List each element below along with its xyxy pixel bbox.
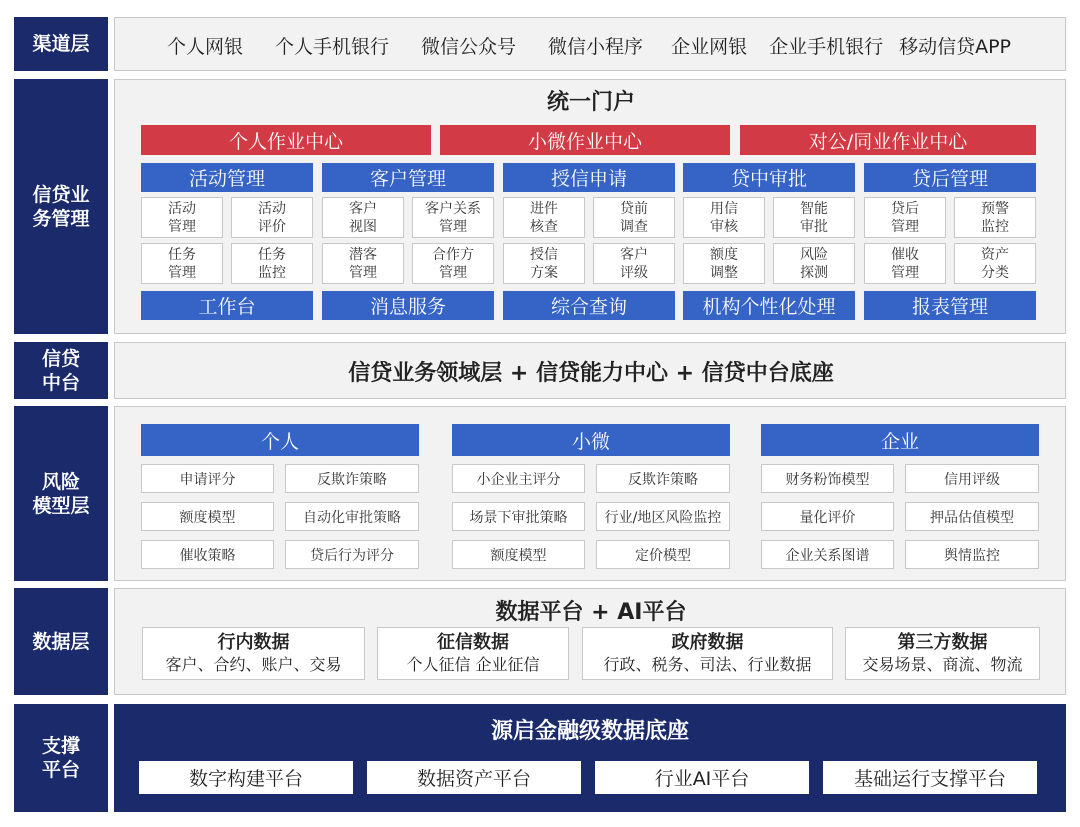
model-cell: 催收策略: [141, 540, 274, 569]
function-cell: 客户 视图: [322, 197, 404, 238]
function-cell: 活动 管理: [141, 197, 223, 238]
data-source-internal: [142, 627, 365, 680]
function-cell: 客户关系 管理: [412, 197, 494, 238]
middle-title: 信贷业务领域层 + 信贷能力中心 + 信贷中台底座: [348, 361, 834, 386]
data-source-sub: 交易场景、商流、物流: [862, 655, 1023, 674]
middle-panel: [114, 342, 1066, 399]
function-cell: 额度 调整: [683, 243, 765, 284]
support-item: 数据资产平台: [367, 761, 581, 794]
model-cell: 行业/地区风险监控: [596, 502, 730, 531]
data-source-title: 征信数据: [437, 632, 509, 653]
business-title: 统一门户: [546, 89, 635, 115]
center-smb: 小微作业中心: [440, 125, 730, 155]
service-workbench: 工作台: [141, 291, 313, 320]
function-cell: 授信 方案: [503, 243, 585, 284]
model-cell: 贷后行为评分: [285, 540, 419, 569]
function-cell: 资产 分类: [954, 243, 1036, 284]
model-cell: 小企业主评分: [452, 464, 585, 493]
model-cell: 定价模型: [596, 540, 730, 569]
function-cell: 客户 评级: [593, 243, 675, 284]
data-source-sub: 个人征信 企业征信: [406, 655, 540, 674]
data-source-sub: 行政、税务、司法、行业数据: [603, 655, 812, 674]
channel-item: 个人手机银行: [275, 35, 390, 58]
service-messaging: 消息服务: [322, 291, 494, 320]
function-cell: 用信 审核: [683, 197, 765, 238]
data-source-credit: [377, 627, 569, 680]
function-cell: 活动 评价: [231, 197, 313, 238]
model-cell: 自动化审批策略: [285, 502, 419, 531]
group-title: 授信申请: [503, 163, 675, 192]
data-source-sub: 客户、合约、账户、交易: [165, 655, 342, 674]
channel-item: 个人网银: [167, 35, 244, 58]
channel-item: 微信公众号: [421, 35, 517, 58]
layer-label-middle: 信贷 中台: [14, 342, 108, 399]
function-cell: 潜客 管理: [322, 243, 404, 284]
center-corporate: 对公/同业作业中心: [740, 125, 1036, 155]
model-cell: 额度模型: [452, 540, 585, 569]
data-source-title: 第三方数据: [897, 632, 988, 653]
risk-group-title: 企业: [761, 424, 1039, 456]
channel-list: [115, 18, 1067, 72]
risk-group-title: 小微: [452, 424, 730, 456]
group-title: 客户管理: [322, 163, 494, 192]
group-title: 贷中审批: [683, 163, 855, 192]
support-item: 数字构建平台: [139, 761, 353, 794]
model-cell: 反欺诈策略: [285, 464, 419, 493]
risk-group-title: 个人: [141, 424, 419, 456]
service-query: 综合查询: [503, 291, 675, 320]
function-cell: 贷前 调查: [593, 197, 675, 238]
channel-item: 企业手机银行: [769, 35, 884, 58]
function-cell: 预警 监控: [954, 197, 1036, 238]
data-source-title: 政府数据: [671, 632, 744, 653]
function-cell: 贷后 管理: [864, 197, 946, 238]
channel-panel: [114, 17, 1066, 71]
support-item: 基础运行支撑平台: [823, 761, 1037, 794]
layer-label-data: 数据层: [14, 588, 108, 695]
channel-item: 企业网银: [671, 35, 748, 58]
model-cell: 额度模型: [141, 502, 274, 531]
business-panel: [114, 79, 1066, 334]
data-panel: [114, 588, 1066, 695]
layer-label-support: 支撑 平台: [14, 704, 108, 812]
model-cell: 量化评价: [761, 502, 894, 531]
data-source-thirdparty: [845, 627, 1040, 680]
layer-label-channel: 渠道层: [14, 17, 108, 71]
group-title: 活动管理: [141, 163, 313, 192]
model-cell: 财务粉饰模型: [761, 464, 894, 493]
support-item: 行业AI平台: [595, 761, 809, 794]
function-cell: 合作方 管理: [412, 243, 494, 284]
data-source-title: 行内数据: [217, 632, 290, 653]
service-reports: 报表管理: [864, 291, 1036, 320]
layer-label-business: 信贷业 务管理: [14, 79, 108, 334]
function-cell: 任务 监控: [231, 243, 313, 284]
function-cell: 催收 管理: [864, 243, 946, 284]
data-source-government: [582, 627, 833, 680]
function-cell: 智能 审批: [773, 197, 855, 238]
center-personal: 个人作业中心: [141, 125, 431, 155]
group-title: 贷后管理: [864, 163, 1036, 192]
model-cell: 场景下审批策略: [452, 502, 585, 531]
function-cell: 风险 探测: [773, 243, 855, 284]
model-cell: 信用评级: [905, 464, 1039, 493]
data-title: 数据平台 + AI平台: [495, 599, 687, 625]
support-title: 源启金融级数据底座: [490, 718, 689, 744]
function-cell: 任务 管理: [141, 243, 223, 284]
model-cell: 申请评分: [141, 464, 274, 493]
service-customization: 机构个性化处理: [683, 291, 855, 320]
model-cell: 企业关系图谱: [761, 540, 894, 569]
layer-label-risk: 风险 模型层: [14, 406, 108, 581]
channel-item: 微信小程序: [548, 35, 644, 58]
channel-item: 移动信贷APP: [899, 35, 1012, 58]
function-cell: 进件 核查: [503, 197, 585, 238]
support-panel: [114, 704, 1066, 812]
risk-panel: [114, 406, 1066, 581]
model-cell: 押品估值模型: [905, 502, 1039, 531]
model-cell: 舆情监控: [905, 540, 1039, 569]
model-cell: 反欺诈策略: [596, 464, 730, 493]
